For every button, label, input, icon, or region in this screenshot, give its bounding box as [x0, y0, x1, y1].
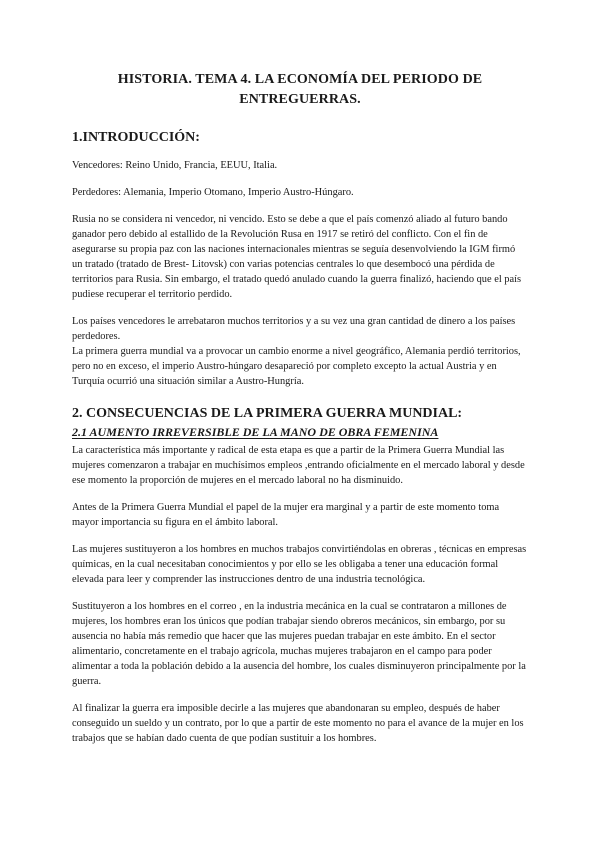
paragraph-final-guerra: Al finalizar la guerra era imposible decirle a las mujeres que abandonaran su empleo, después de haber conseguido un sueldo y un contrato, por lo que a partir de este momento no para el avance de la mujer en los trabajos que se habían dado cuenta de que podían sustituir a los hombres. [72, 703, 524, 744]
paragraph-sustitucion-correo: Sustituyeron a los hombres en el correo , en la industria mecánica en la cual se contrataron a millones de mujeres, los hombres eran los únicos que podían trabajar siendo obreros mecánicos, sin embargo, por su ausencia no había más remedio que hacer que las mujeres puedan trabajar en este ámbito. En el sector alimentario, concretamente en el trabajo agrícola, muchas mujeres trabajaron en el campo para poder alimentar a toda la población debido a la ausencia del hombre, los cuales disminuyeron principalmente por la guerra. [72, 601, 526, 687]
paragraph-sustitucion-obreras: Las mujeres sustituyeron a los hombres en muchos trabajos convirtiéndolas en obreras , técnicas en empresas químicas, en la cual necesitaban conocimientos y por ello se les obligaba a tener una educación formal elevada para leer y comprender las instrucciones dentro de una industria tecnológica. [72, 544, 527, 585]
paragraph-caracteristica: La característica más importante y radical de esta etapa es que a partir de la Primera Guerra Mundial las mujeres comenzaron a trabajar en muchísimos empleos ,entrando oficialmente en el mercado laboral y desde ese momento la proporción de mujeres en el mercado laboral no ha disminuido. [72, 445, 525, 486]
subsection-heading-mano-obra-femenina: 2.1 AUMENTO IRREVERSIBLE DE LA MANO DE OBRA FEMENINA [72, 425, 439, 439]
paragraph-rusia: Rusia no se considera ni vencedor, ni vencido. Esto se debe a que el país comenzó aliado al futuro bando ganador pero debido al estallido de la Revolución Rusa en 1917 se retiró del conflicto. Con el fin de asegurarse su propia paz con las naciones internacionales mientras se seguía desenvolviendo la IGM firmó un tratado (tratado de Brest- Litovsk) con varias potencias centrales lo que desembocó una pérdida de territorios para Rusia. Sin embargo, el tratado quedó anulado cuando la guerra finalizó, haciendo que el país pudiese recuperar el territorio perdido. [72, 214, 522, 300]
paragraph-perdedores: Perdedores: Alemania, Imperio Otomano, Imperio Austro-Húngaro. [72, 187, 354, 198]
paragraph-paises-vencedores: Los países vencedores le arrebataron muchos territorios y a su vez una gran cantidad de dinero a los países perdedores. [72, 316, 516, 342]
document-title: HISTORIA. TEMA 4. LA ECONOMÍA DEL PERIODO DE ENTREGUERRAS. [117, 72, 483, 107]
paragraph-cambio-geografico: La primera guerra mundial va a provocar un cambio enorme a nivel geográfico, Alemania perdió territorios, pero no en exceso, el imperio Austro-húngaro desapareció por completo excepto la actual Austria y en Turquía ocurrió una situación similar a Austro-Hungría. [72, 346, 521, 387]
section-heading-consecuencias: 2. CONSECUENCIAS DE LA PRIMERA GUERRA MUNDIAL: [72, 406, 463, 421]
paragraph-vencedores: Vencedores: Reino Unido, Francia, EEUU, Italia. [72, 160, 278, 171]
paragraph-papel-mujer: Antes de la Primera Guerra Mundial el papel de la mujer era marginal y a partir de este momento toma mayor importancia su figura en el ámbito laboral. [72, 502, 500, 528]
section-heading-introduccion: 1.INTRODUCCIÓN: [72, 130, 200, 145]
